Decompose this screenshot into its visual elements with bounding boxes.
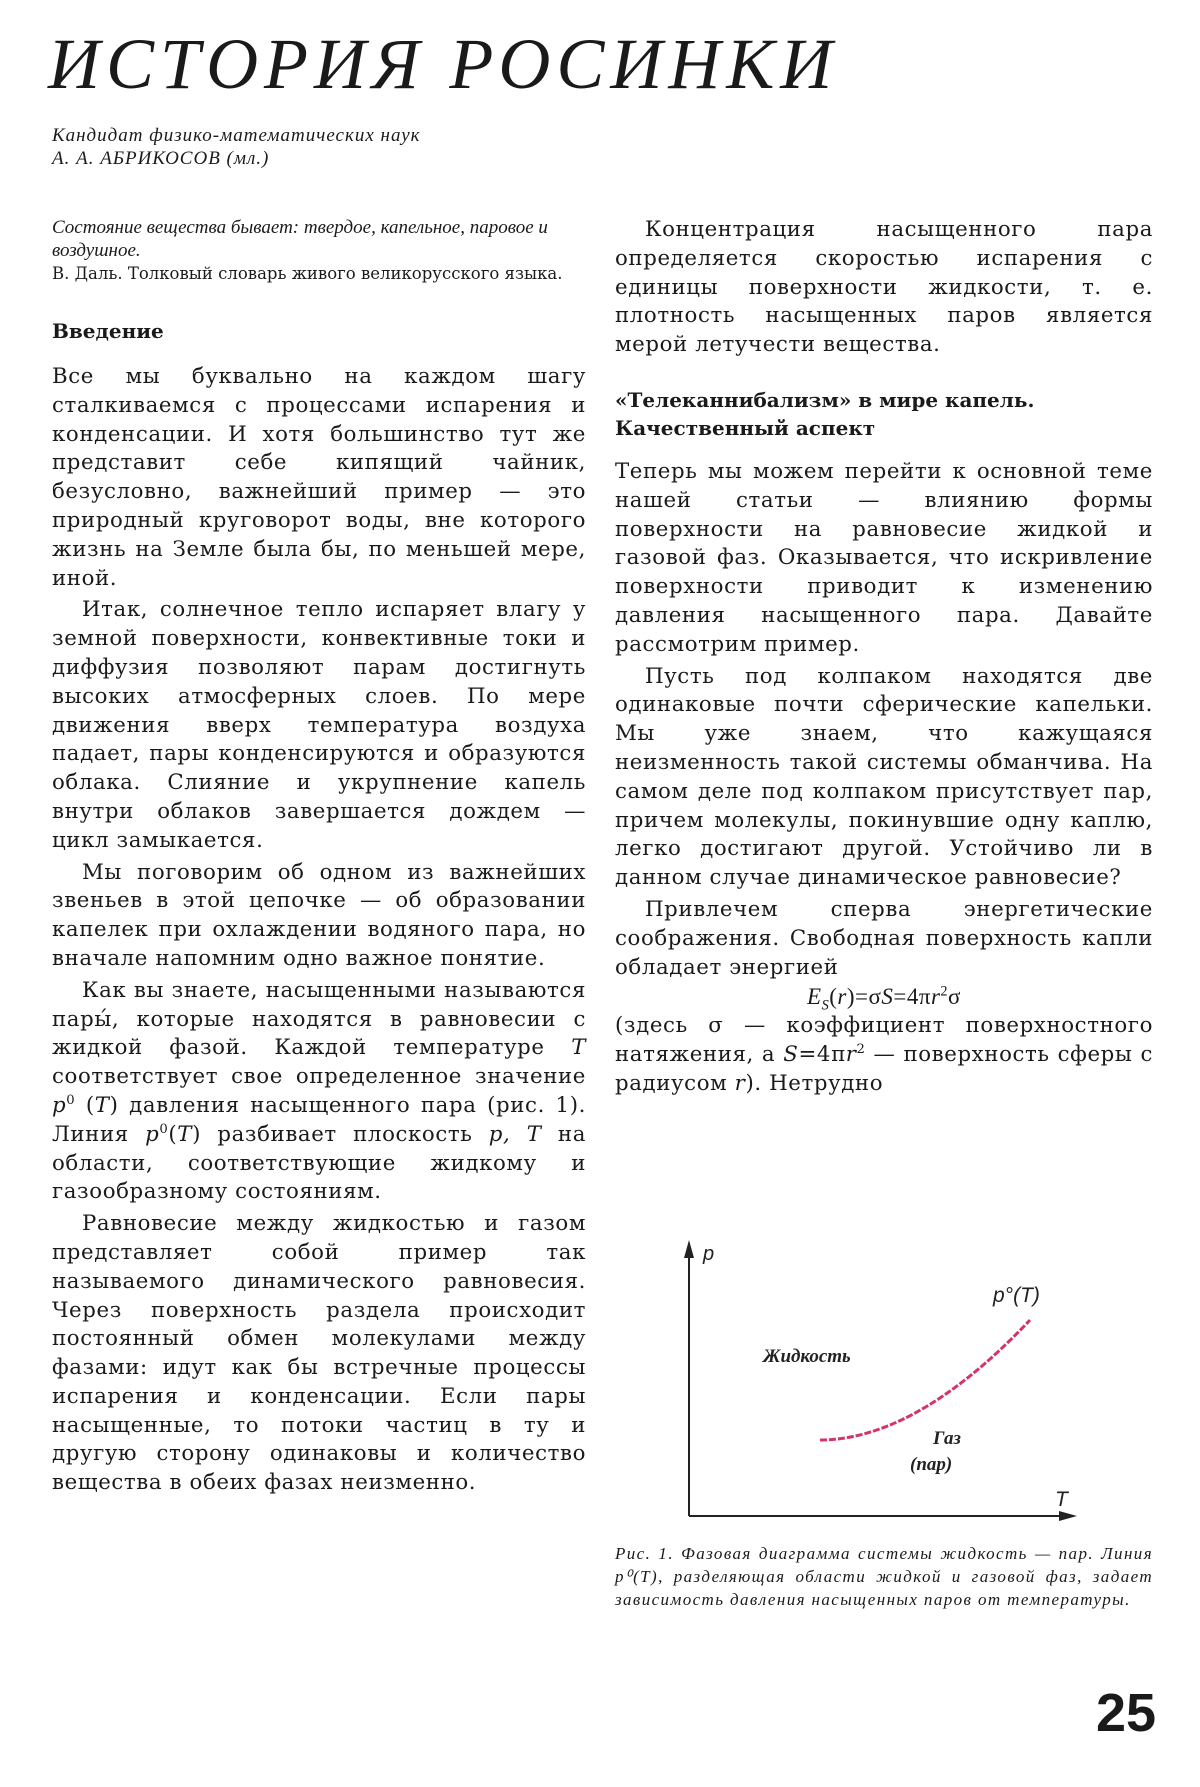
surface-energy-formula: $E_S(r)=\sigma S=4\pi r^2\sigma$	[807, 983, 961, 1014]
paragraph: Итак, солнечное тепло испаряет влагу у земной поверхности, конвективные токи и диффузия позволяют парам достигнуть высоких атмосферных слоев. По мере движения вверх температура воздуха падает, пары конденсируются и образуются облака. Слияние и укрупнение капель внутри облаков завершается дождем — цикл замыкается.	[52, 597, 586, 853]
gas-region-sublabel: (пар)	[910, 1454, 953, 1475]
right-column	[615, 216, 1153, 1099]
y-axis-arrow-icon	[684, 1240, 694, 1258]
curve-label: p°(T)	[993, 1284, 1040, 1307]
x-axis-arrow-icon	[1059, 1511, 1077, 1521]
page-number: 25	[1096, 1683, 1157, 1743]
section-heading-intro: Введение	[52, 319, 164, 343]
paragraph: Концентрация насыщенного пара определяется скоростью испарения с единицы поверхности жидкости, т. е. плотность насыщенных паров является мерой летучести вещества.	[615, 217, 1153, 358]
y-axis-label: p	[703, 1243, 715, 1265]
paragraph-formula-explanation: (здесь σ — коэффициент поверхностного натяжения, а $S=4\pi r^2$ — поверхность сферы с радиусом r). Нетрудно	[615, 1013, 1153, 1096]
paragraph: Равновесие между жидкостью и газом представляет собой пример так называемого динамического равновесия. Через поверхность раздела происходит постоянный обмен молекулами между фазами: идут как бы встречные процессы испарения и конденсации. Если пары насыщенные, то потоки частиц в ту и другую сторону одинаковы и количество вещества в обеих фазах неизменно.	[52, 1211, 586, 1496]
paragraph: Теперь мы можем перейти к основной теме нашей статьи — влиянию формы поверхности на равновесие жидкой и газовой фаз. Оказывается, что искривление поверхности приводит к изменению давления насыщенного пара. Давайте рассмотрим пример.	[615, 458, 1153, 657]
section-heading-telecannibalism: «Телеканнибализм» в мире капель. Качественный аспект	[615, 387, 1035, 440]
x-axis-label: T	[1055, 1488, 1068, 1511]
author-name: А. А. АБРИКОСОВ (мл.)	[52, 148, 270, 169]
phase-diagram-figure	[615, 1230, 1153, 1530]
paragraph: Все мы буквально на каждом шагу сталкиваемся с процессами испарения и конденсации. И хотя большинство тут же представит себе кипящий чайник, безусловно, важнейший пример — это природный круговорот воды, вне которого жизнь на Земле была бы, по меньшей мере, иной.	[52, 364, 586, 591]
liquid-region-label: Жидкость	[763, 1346, 851, 1367]
paragraph: Пусть под колпаком находятся две одинаковые почти сферические капельки. Мы уже знаем, что кажущаяся неизменность такой системы обманчива. На самом деле под колпаком присутствует пар, причем молекулы, покинувшие одну каплю, легко достигают другой. Устойчиво ли в данном случае динамическое равновесие?	[615, 663, 1153, 891]
left-column	[52, 216, 586, 1498]
gas-region-label: Газ	[933, 1428, 961, 1449]
paragraph-saturated-vapor: Как вы знаете, насыщенными называются пары́, которые находятся в равновесии с жидкой фазой. Каждой температуре T соответствует свое определенное значение $p^0$ (T) давления насыщенного пара (рис. 1). Линия $p^0(T)$ разбивает плоскость p, T на области, соответствующие жидкому и газообразному состояниям.	[52, 977, 586, 1205]
author-degree: Кандидат физико-математических наук	[52, 125, 421, 146]
author-block	[52, 124, 612, 170]
phase-diagram	[615, 1230, 1153, 1530]
epigraph-quote: Состояние вещества бывает: твердое, капельное, паровое и воздушное.	[52, 217, 548, 261]
epigraph	[52, 216, 586, 285]
paragraph: Привлечем сперва энергетические соображения. Свободная поверхность капли обладает энергией	[615, 896, 1153, 980]
paragraph: Мы поговорим об одном из важнейших звеньев в этой цепочке — об образовании капелек при охлаждении водяного пара, но вначале напомним одно важное понятие.	[52, 859, 586, 971]
epigraph-source: В. Даль. Толковый словарь живого великорусского языка.	[52, 264, 563, 283]
figure-caption: Рис. 1. Фазовая диаграмма системы жидкость — пар. Линия p⁰(T), разделяющая области жидкой и газовой фаз, задает зависимость давления насыщенных паров от температуры.	[615, 1544, 1153, 1609]
saturation-curve	[820, 1320, 1030, 1440]
article-title: ИСТОРИЯ РОСИНКИ	[48, 24, 839, 104]
